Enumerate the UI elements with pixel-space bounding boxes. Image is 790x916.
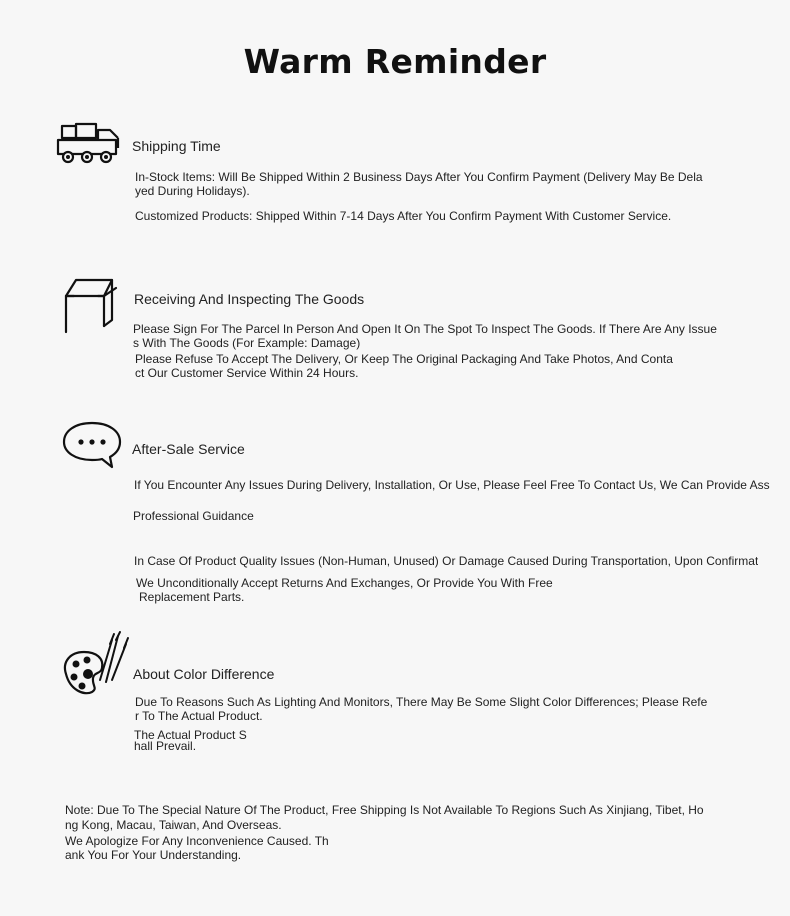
note-line-3: We Apologize For Any Inconvenience Caused. Th xyxy=(65,834,329,848)
section-heading-after-sale: After-Sale Service xyxy=(132,441,245,457)
after-sale-line-5: Replacement Parts. xyxy=(139,590,245,604)
shipping-line-1: In-Stock Items: Will Be Shipped Within 2 Business Days After You Confirm Payment (Delivery May Be Dela xyxy=(135,170,703,184)
after-sale-line-2: Professional Guidance xyxy=(133,509,254,523)
color-line-3: The Actual Product S xyxy=(134,728,247,742)
section-heading-shipping: Shipping Time xyxy=(132,138,221,154)
color-line-1: Due To Reasons Such As Lighting And Monitors, There May Be Some Slight Color Differences; Please Refe xyxy=(135,695,708,709)
receiving-line-1: Please Sign For The Parcel In Person And Open It On The Spot To Inspect The Goods. If There Are Any Issue xyxy=(133,322,717,336)
after-sale-line-3: In Case Of Product Quality Issues (Non-Human, Unused) Or Damage Caused During Transportation, Upon Confirmat xyxy=(134,554,759,568)
after-sale-line-4: We Unconditionally Accept Returns And Exchanges, Or Provide You With Free xyxy=(136,576,553,590)
section-heading-receiving: Receiving And Inspecting The Goods xyxy=(134,291,365,307)
receiving-line-4: ct Our Customer Service Within 24 Hours. xyxy=(135,366,359,380)
chat-bubble-icon xyxy=(60,420,124,470)
shipping-line-2: yed During Holidays). xyxy=(135,184,250,198)
receiving-line-2: s With The Goods (For Example: Damage) xyxy=(133,336,361,350)
palette-icon xyxy=(60,630,132,698)
note-line-1: Note: Due To The Special Nature Of The Product, Free Shipping Is Not Available To Regions Such As Xinjiang, Tibet, Ho xyxy=(65,803,704,817)
receiving-line-3: Please Refuse To Accept The Delivery, Or Keep The Original Packaging And Take Photos, And Conta xyxy=(135,352,673,366)
color-line-4: hall Prevail. xyxy=(134,739,197,753)
section-heading-color: About Color Difference xyxy=(133,666,275,682)
open-box-icon xyxy=(62,276,124,334)
after-sale-line-1: If You Encounter Any Issues During Delivery, Installation, Or Use, Please Feel Free To Contact Us, We Can Provide Ass xyxy=(134,478,770,492)
note-line-4: ank You For Your Understanding. xyxy=(65,848,242,862)
truck-icon xyxy=(56,122,126,166)
page-title: Warm Reminder xyxy=(243,42,547,81)
color-line-2: r To The Actual Product. xyxy=(135,709,263,723)
note-line-2: ng Kong, Macau, Taiwan, And Overseas. xyxy=(65,818,282,832)
shipping-line-3: Customized Products: Shipped Within 7-14 Days After You Confirm Payment With Customer Service. xyxy=(135,209,672,223)
